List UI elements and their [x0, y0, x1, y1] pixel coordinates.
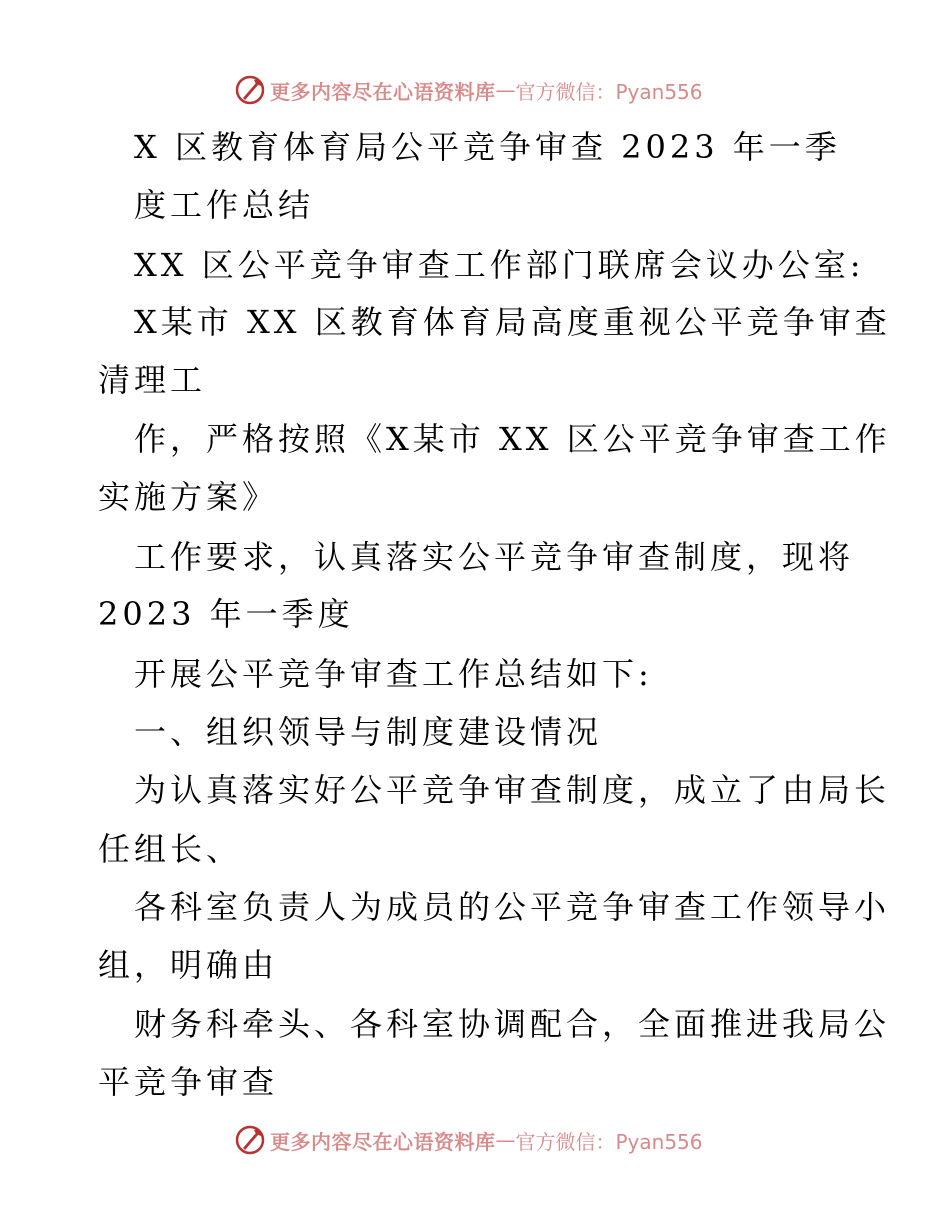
- paragraph-line: 作，严格按照《X某市 XX 区公平竞争审查工作: [134, 420, 891, 458]
- quill-logo-icon: [234, 1124, 266, 1156]
- paragraph-line: X某市 XX 区教育体育局高度重视公平竞争审查: [134, 303, 891, 341]
- paragraph-line: 实施方案》: [98, 478, 279, 516]
- paragraph-line: 工作要求，认真落实公平竞争审查制度，现将: [134, 538, 855, 576]
- salutation-line: XX 区公平竞争审查工作部门联席会议办公室:: [134, 246, 865, 284]
- section-heading: 一、组织领导与制度建设情况: [134, 713, 603, 751]
- watermark-main-text: 更多内容尽在心语资料库: [270, 1129, 496, 1154]
- document-title-line-1: X 区教育体育局公平竞争审查 2023 年一季: [134, 128, 841, 166]
- footer-watermark: [234, 1122, 734, 1158]
- paragraph-line: 组，明确由: [98, 946, 279, 984]
- watermark-wechat-text: 官方微信：Pyan556: [515, 79, 703, 104]
- paragraph-line: 财务科牵头、各科室协调配合，全面推进我局公: [134, 1005, 891, 1043]
- header-watermark: [234, 72, 734, 108]
- paragraph-line: 清理工: [98, 361, 207, 399]
- paragraph-line: 平竞争审查: [98, 1063, 279, 1101]
- watermark-main-text: 更多内容尽在心语资料库: [270, 79, 496, 104]
- paragraph-line: 开展公平竞争审查工作总结如下:: [134, 655, 653, 693]
- paragraph-line: 为认真落实好公平竞争审查制度，成立了由局长: [134, 771, 891, 809]
- watermark-wechat-text: 官方微信：Pyan556: [515, 1129, 703, 1154]
- paragraph-line: 各科室负责人为成员的公平竞争审查工作领导小: [134, 888, 891, 926]
- watermark-dash: —: [495, 1128, 516, 1152]
- document-title-line-2: 度工作总结: [134, 186, 315, 224]
- quill-logo-icon: [234, 74, 266, 106]
- watermark-dash: —: [495, 78, 516, 102]
- paragraph-line: 2023 年一季度: [98, 595, 354, 633]
- paragraph-line: 任组长、: [98, 830, 243, 868]
